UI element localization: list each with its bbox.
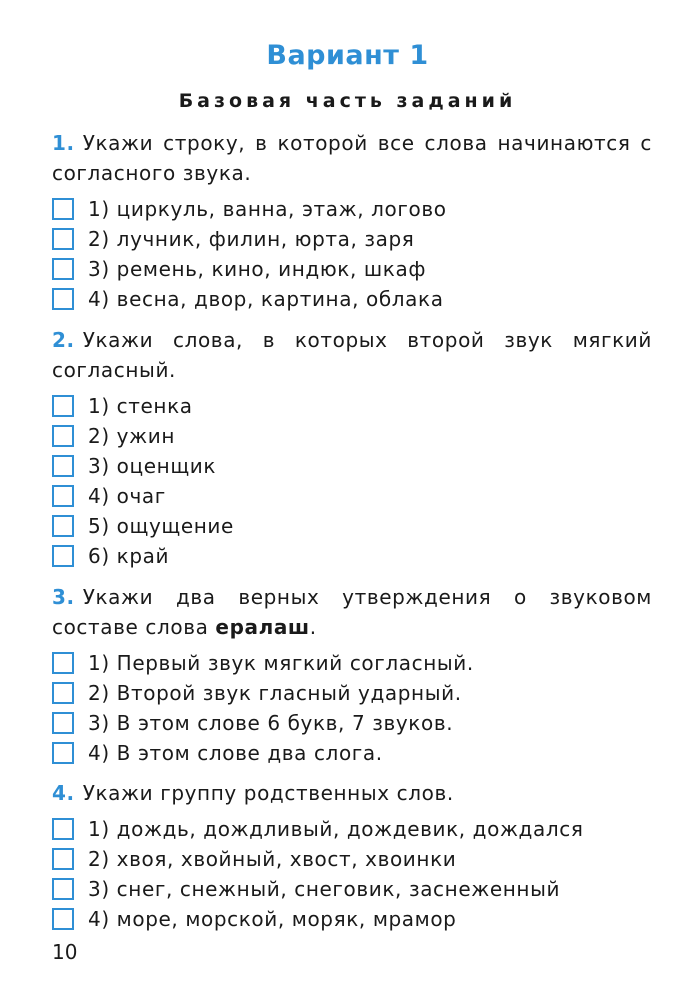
question-4 [52,778,652,934]
checkbox[interactable] [52,288,74,310]
answer-option[interactable] [52,224,652,254]
answer-label: 4) весна, двор, картина, облака [88,287,444,311]
answer-label: 2) Второй звук гласный ударный. [88,681,462,705]
question-prompt: Укажи группу родственных слов. [82,781,454,805]
answer-option[interactable] [52,738,652,768]
checkbox[interactable] [52,878,74,900]
answer-option[interactable] [52,844,652,874]
checkbox[interactable] [52,228,74,250]
answer-label: 1) дождь, дождливый, дождевик, дождался [88,817,584,841]
checkbox[interactable] [52,258,74,280]
checkbox[interactable] [52,455,74,477]
answer-option[interactable] [52,194,652,224]
answer-label: 1) Первый звук мягкий согласный. [88,651,474,675]
answer-label: 3) ремень, кино, индюк, шкаф [88,257,427,281]
answer-label: 3) снег, снежный, снеговик, заснеженный [88,877,561,901]
question-prompt: Укажи слова, в которых второй звук мягкий согласный. [52,328,652,382]
checkbox[interactable] [52,652,74,674]
answer-option[interactable] [52,904,652,934]
checkbox[interactable] [52,742,74,764]
checkbox[interactable] [52,485,74,507]
question-3 [52,582,652,768]
answer-options [52,648,652,768]
question-punctuation: . [309,615,317,639]
checkbox[interactable] [52,395,74,417]
checkbox[interactable] [52,198,74,220]
answer-label: 3) оценщик [88,454,217,478]
answer-option[interactable] [52,254,652,284]
answer-label: 5) ощущение [88,514,234,538]
section-subtitle: Базовая часть заданий [178,90,517,112]
page-number: 10 [52,940,78,964]
answer-option[interactable] [52,451,652,481]
question-3-text [52,582,652,642]
answer-label: 4) В этом слове два слога. [88,741,383,765]
answer-option[interactable] [52,541,652,571]
checkbox[interactable] [52,545,74,567]
answer-label: 6) край [88,544,170,568]
answer-label: 4) море, морской, моряк, мрамор [88,907,457,931]
checkbox[interactable] [52,712,74,734]
question-number: 2. [52,328,75,352]
answer-option[interactable] [52,648,652,678]
checkbox[interactable] [52,515,74,537]
answer-label: 2) хвоя, хвойный, хвост, хвоинки [88,847,457,871]
answer-option[interactable] [52,708,652,738]
page-title: Вариант 1 [266,40,429,71]
answer-option[interactable] [52,814,652,844]
answer-label: 4) очаг [88,484,166,508]
answer-option[interactable] [52,391,652,421]
question-number: 3. [52,585,75,609]
answer-option[interactable] [52,481,652,511]
answer-option[interactable] [52,284,652,314]
question-number: 1. [52,131,75,155]
highlighted-word: ералаш [215,615,310,639]
answer-options [52,194,652,314]
answer-label: 2) ужин [88,424,176,448]
answer-option[interactable] [52,678,652,708]
answer-label: 2) лучник, филин, юрта, заря [88,227,415,251]
question-number: 4. [52,781,75,805]
answer-option[interactable] [52,421,652,451]
answer-option[interactable] [52,874,652,904]
question-2 [52,325,652,571]
answer-option[interactable] [52,511,652,541]
answer-options [52,391,652,571]
answer-label: 1) стенка [88,394,193,418]
question-1-text [52,128,652,188]
checkbox[interactable] [52,848,74,870]
question-1 [52,128,652,314]
answer-label: 1) циркуль, ванна, этаж, логово [88,197,447,221]
checkbox[interactable] [52,908,74,930]
question-4-text [52,778,652,808]
checkbox[interactable] [52,818,74,840]
answer-options [52,814,652,934]
question-prompt: Укажи строку, в которой все слова начинаются с согласного звука. [52,131,652,185]
answer-label: 3) В этом слове 6 букв, 7 звуков. [88,711,454,735]
question-prompt: Укажи два верных утверждения о звуковом составе слова [52,585,652,639]
checkbox[interactable] [52,682,74,704]
question-2-text [52,325,652,385]
checkbox[interactable] [52,425,74,447]
